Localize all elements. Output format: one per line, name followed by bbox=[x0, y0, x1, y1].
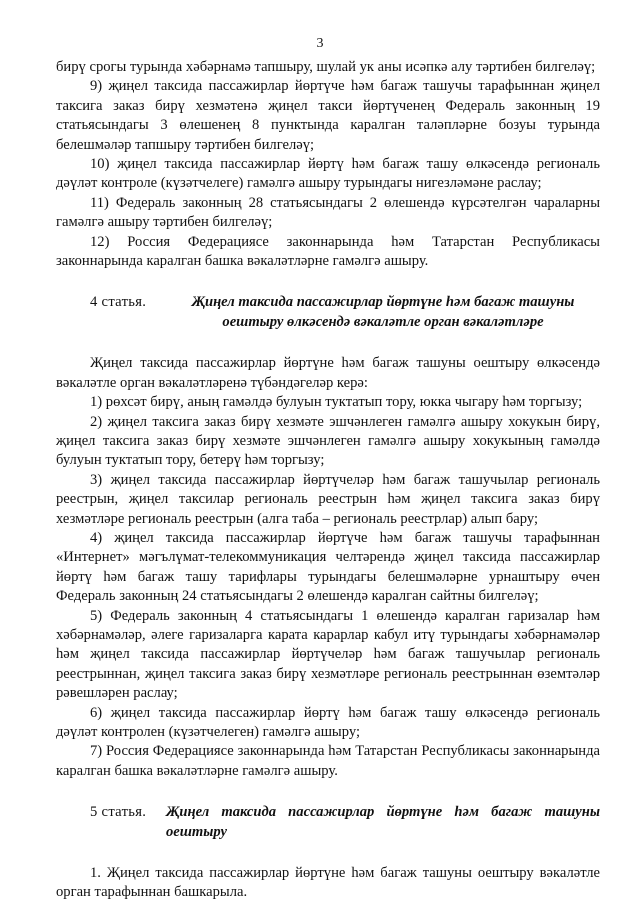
article-4-intro: Җиңел таксида пассажирлар йөртүне һәм багаж ташуны оештыру өлкәсендә вәкаләтле орган вәкаләтләренә түбәндәгеләр керә: bbox=[56, 355, 600, 391]
list-item: 4) җиңел таксида пассажирлар йөртүче һәм багаж ташучы тарафыннан «Интернет» мәгълүмат-телекоммуникация челтәрендә җиңел таксида пассажирлар йөртү һәм багаж ташу тарифлары турындагы белешмәләрне урнаштыру өчен Федераль законның 24 статьясындагы 2 өлешендә каралган сайтны билгеләү; bbox=[56, 529, 600, 605]
list-item: 1) рөхсәт бирү, аның гамәлдә булуын туктатып тору, юкка чыгару һәм торгызу; bbox=[90, 394, 583, 411]
document-body bbox=[56, 58, 600, 903]
article-4-number: 4 статья. bbox=[90, 294, 147, 311]
article-5-number: 5 статья. bbox=[90, 804, 147, 821]
list-item: 10) җиңел таксида пассажирлар йөртү һәм багаж ташу өлкәсендә региональ дәүләт контроле (күзәтчелеге) гамәлгә ашыру турындагы нигезләмәне раслау; bbox=[56, 156, 600, 192]
list-item: 7) Россия Федерациясе законнарында һәм Татарстан Республикасы законнарында каралган башка вәкаләтләрне гамәлгә ашыру. bbox=[56, 743, 600, 779]
article-5-title: Җиңел таксида пассажирлар йөртүне һәм багаж ташуны оештыру bbox=[166, 804, 600, 840]
article-4-heading bbox=[56, 293, 600, 332]
list-item: 2) җиңел таксига заказ бирү хезмәте эшчәнлеген гамәлгә ашыру хокукын бирү, җиңел таксига заказ бирү хезмәте эшчәнлеген гамәлгә ашыру хокукының гамәлдә булуын туктатып тору, бетерү һәм торгызу; bbox=[56, 413, 600, 469]
page-number: 3 bbox=[316, 36, 324, 51]
list-item: 9) җиңел таксида пассажирлар йөртүче һәм багаж ташучы тарафыннан җиңел таксига заказ бирү хезмәтенә җиңел такси йөртүченең Федераль законның 19 статьясындагы 3 өлешенең 8 пунктында каралган таләпләрне бозуы турында белешмәләр тапшыру тәртибен билгеләү; bbox=[56, 78, 600, 153]
article-5-heading bbox=[56, 803, 600, 842]
list-item: 6) җиңел таксида пассажирлар йөртү һәм багаж ташу өлкәсендә региональ дәүләт контролен (күзәтчелеген) гамәлгә ашыру; bbox=[56, 704, 600, 740]
article-4-title: Җиңел таксида пассажирлар йөртүне һәм багаж ташуны оештыру өлкәсендә вәкаләтле орган вәкаләтләре bbox=[191, 294, 575, 330]
continuation-paragraph: бирү срогы турында хәбәрнамә тапшыру, шулай ук аны исәпкә алу тәртибен билгеләү; bbox=[56, 59, 596, 75]
list-item: 12) Россия Федерациясе законнарында һәм Татарстан Республикасы законнарында каралган башка вәкаләтләрне гамәлгә ашыру. bbox=[56, 233, 600, 270]
list-item: 11) Федераль законның 28 статьясындагы 2 өлешендә күрсәтелгән чараларны гамәлгә ашыру тәртибен билгеләү; bbox=[56, 194, 600, 231]
list-item: 3) җиңел таксида пассажирлар йөртүчеләр һәм багаж ташучылар региональ реестрын, җиңел таксилар региональ реестрын һәм җиңел таксига заказ бирү хезмәтләре региональ реестрын (алга таба – региональ реестрлар) алып бару; bbox=[56, 471, 600, 527]
list-item: 1. Җиңел таксида пассажирлар йөртүне һәм багаж ташуны оештыру вәкаләтле орган тарафыннан башкарыла. bbox=[56, 865, 600, 901]
list-item: 5) Федераль законның 4 статьясындагы 1 өлешендә каралган гаризалар һәм хәбәрнамәләр, әлеге гаризаларга карата карарлар кабул итү турындагы хәбәрнамәләр һәм җиңел таксида пассажирлар йөртүчеләр һәм багаж ташучылар региональ реестрыннан, җиңел таксига заказ бирү хезмәтләре региональ реестрыннан өземтәләр рәвешләрен раслау; bbox=[56, 607, 600, 702]
